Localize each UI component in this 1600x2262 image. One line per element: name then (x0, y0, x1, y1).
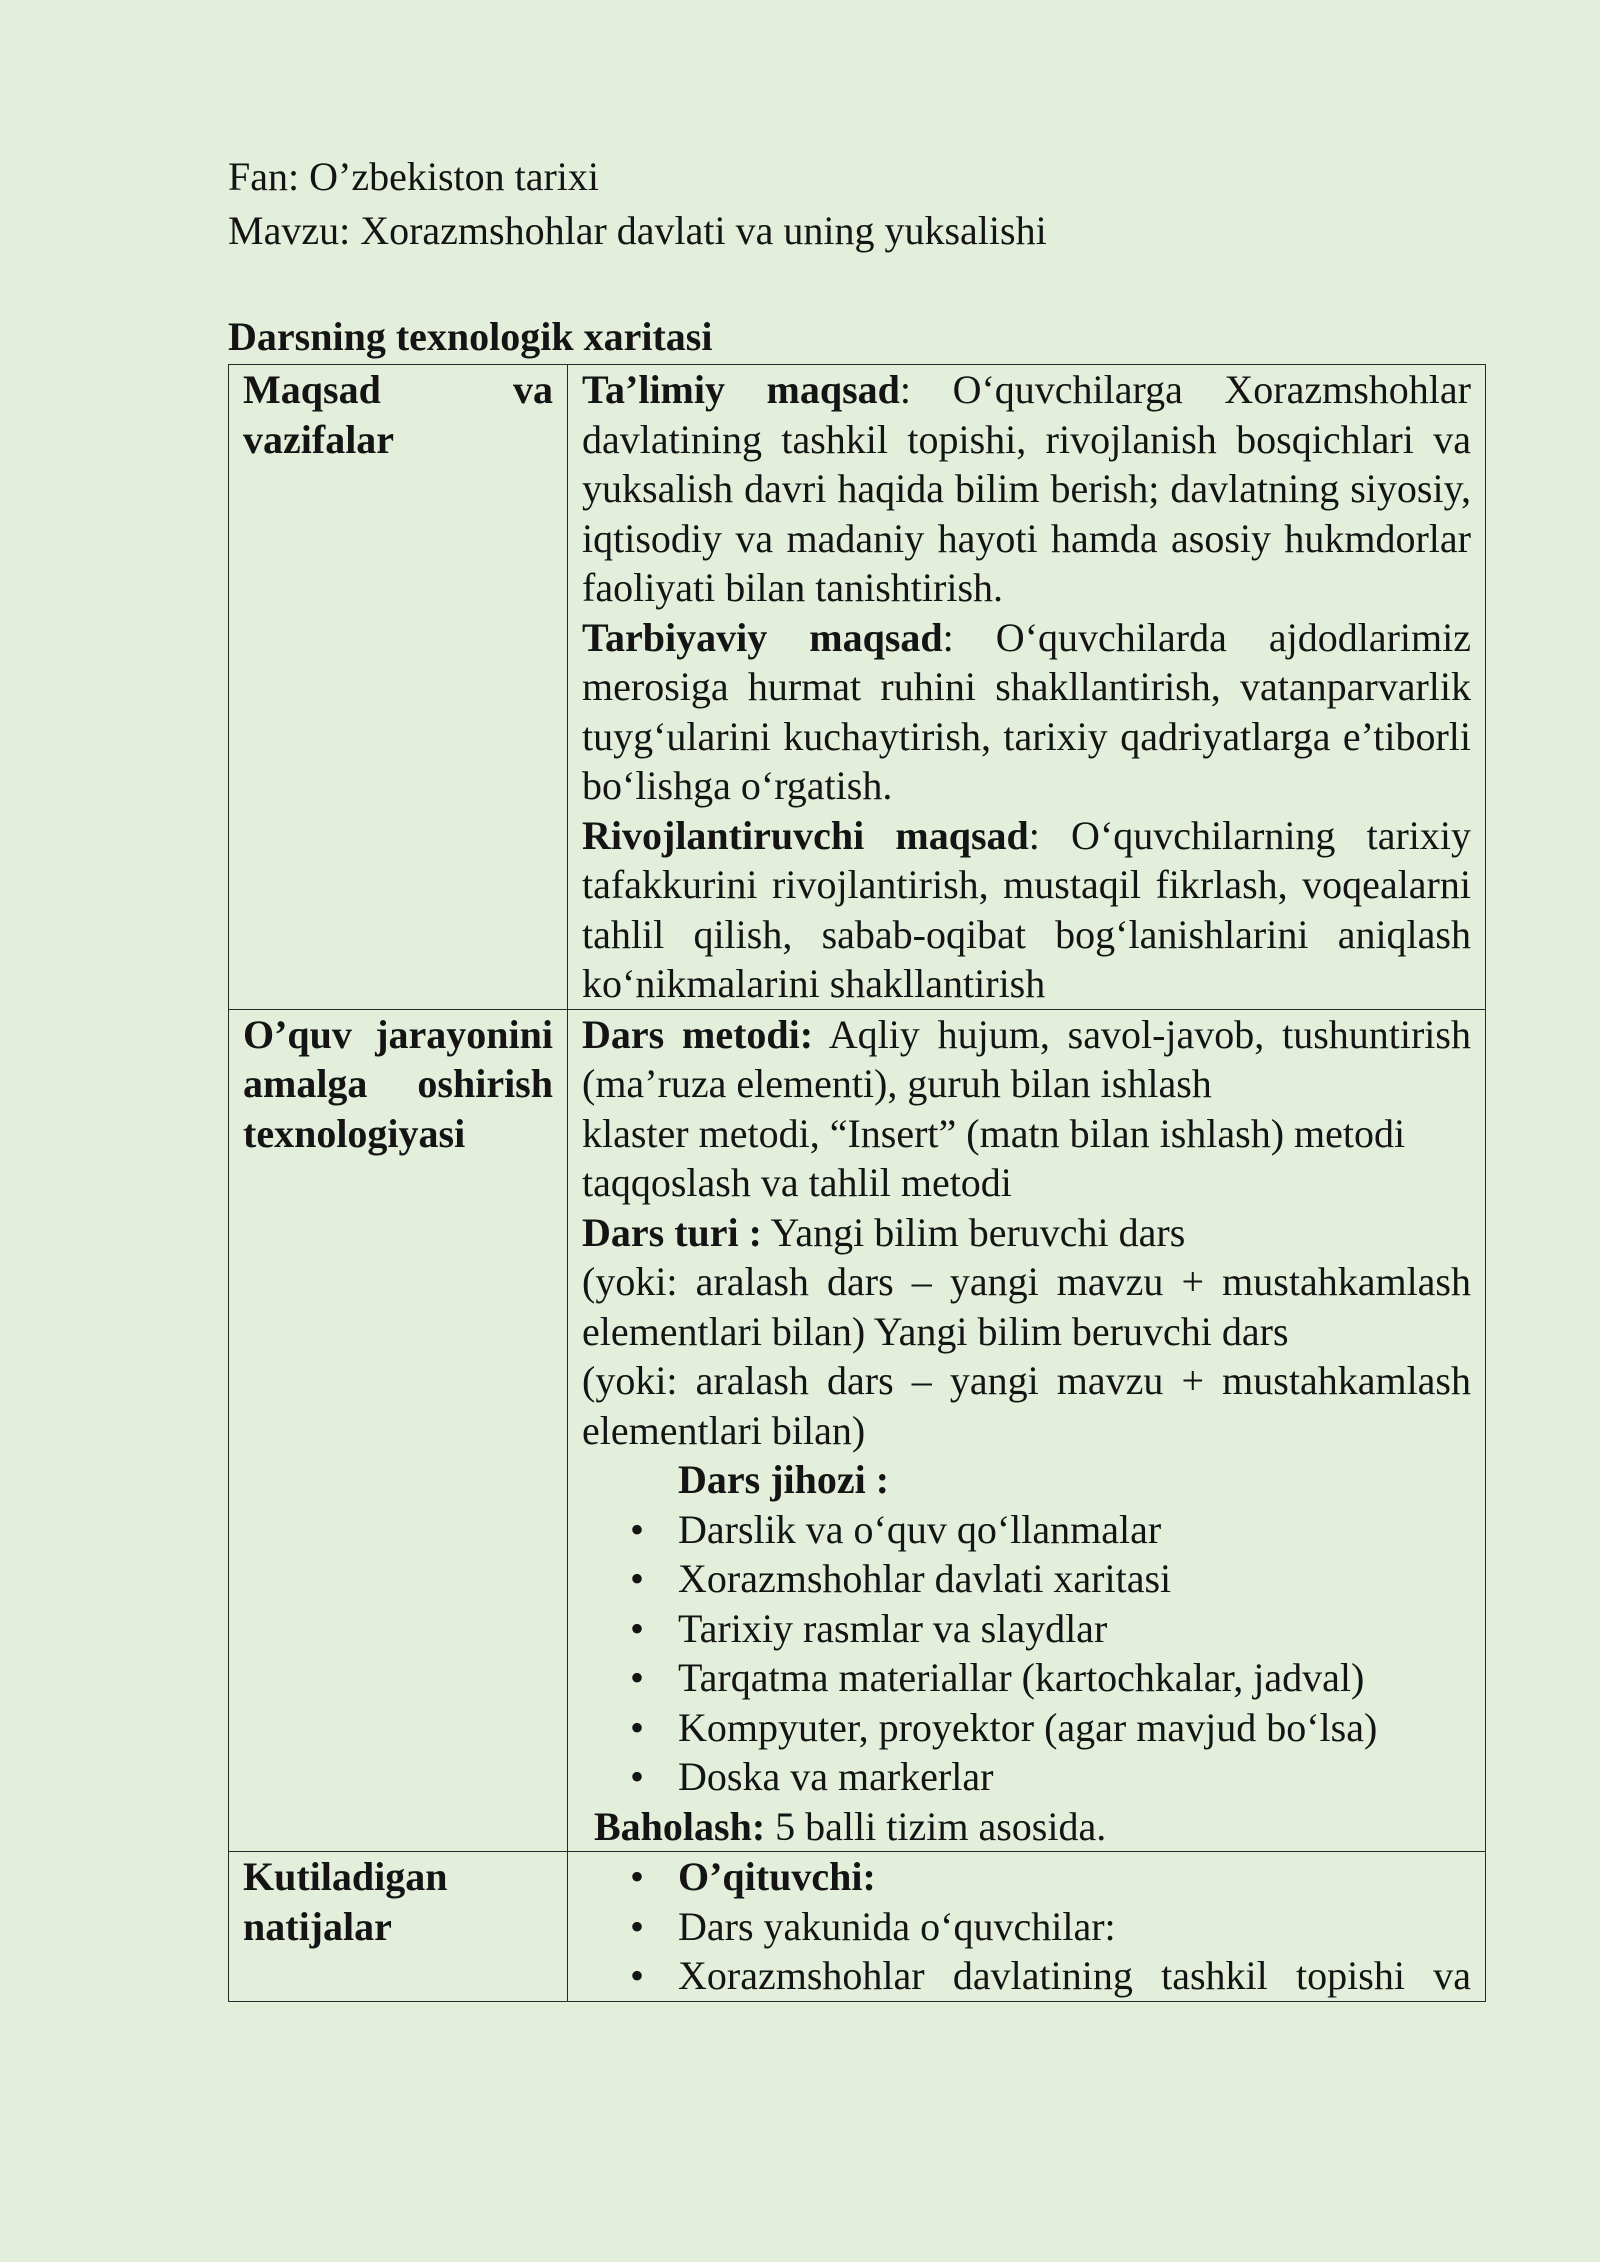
assessment: Baholash: 5 balli tizim asosida. (594, 1803, 1107, 1849)
document-title: Darsning texnologik xaritasi (228, 314, 713, 359)
list-item: • Xorazmshohlar davlatining tashkil topishi va (582, 1951, 1471, 2001)
lesson-type: Dars turi : Yangi bilim beruvchi dars (582, 1209, 1186, 1255)
list-item: • Xorazmshohlar davlati xaritasi (582, 1554, 1471, 1604)
row-label-outcomes: Kutiladigan natijalar (229, 1852, 568, 2002)
table-row (229, 1852, 1486, 2002)
table-row (229, 365, 1486, 1010)
list-item: • Tarixiy rasmlar va slaydlar (582, 1604, 1471, 1654)
list-item: • Kompyuter, proyektor (agar mavjud bo‘lsa) (582, 1703, 1471, 1753)
developmental-goal: Rivojlantiruvchi maqsad: O‘quvchilarning tarixiy tafakkurini rivojlantirish, mustaqil fikrlash, voqealarni tahlil qilish, sabab-oqibat bog‘lanishlarini aniqlash ko‘nikmalarini shakllantirish (582, 812, 1472, 1006)
equipment-list (582, 1505, 1471, 1802)
row-label-goals: Maqsad va vazifalar (229, 365, 568, 1010)
lesson-type-alt-2: (yoki: aralash dars – yangi mavzu + mustahkamlash elementlari bilan) (582, 1358, 1471, 1453)
outcomes-list (582, 1852, 1471, 2001)
list-item: • Dars yakunida o‘quvchilar: (582, 1902, 1471, 1952)
lesson-type-alt-1: (yoki: aralash dars – yangi mavzu + mustahkamlash elementlari bilan) Yangi bilim beruvchi dars (582, 1259, 1471, 1354)
comparison-method: taqqoslash va tahlil metodi (582, 1160, 1012, 1205)
document-page (228, 150, 1486, 2002)
list-item: • Darslik va o‘quv qo‘llanmalar (582, 1505, 1471, 1555)
equipment-title: Dars jihozi : (678, 1457, 890, 1502)
outcomes-content (568, 1852, 1486, 2002)
lesson-map-table (228, 364, 1486, 2002)
educational-goal: Ta’limiy maqsad: O‘quvchilarga Xorazmshohlar davlatining tashkil topishi, rivojlanish bosqichlari va yuksalish davri haqida bilim berish; davlatning siyosiy, iqtisodiy va madaniy hayoti hamda asosiy hukmdorlar faoliyati bilan tanishtirish. (582, 367, 1471, 610)
cluster-method: klaster metodi, “Insert” (matn bilan ishlash) metodi (582, 1110, 1406, 1156)
topic-line: Mavzu: Xorazmshohlar davlati va uning yuksalishi (228, 208, 1047, 253)
table-row (229, 1009, 1486, 1852)
list-item: • O’qituvchi: (582, 1852, 1471, 1902)
lesson-method: Dars metodi: Aqliy hujum, savol-javob, tushuntirish (ma’ruza elementi), guruh bilan ishlash (582, 1011, 1471, 1106)
upbringing-goal: Tarbiyaviy maqsad: O‘quvchilarda ajdodlarimiz merosiga hurmat ruhini shakllantirish, vatanparvarlik tuyg‘ularini kuchaytirish, tarixiy qadriyatlarga e’tiborli bo‘lishga o‘rgatish. (582, 614, 1471, 808)
subject-line: Fan: O’zbekiston tarixi (228, 154, 600, 199)
row-label-technology: O’quv jarayonini amalga oshirish texnologiyasi (229, 1009, 568, 1852)
list-item: • Doska va markerlar (582, 1752, 1471, 1802)
goals-content (568, 365, 1486, 1010)
technology-content (568, 1009, 1486, 1852)
list-item: • Tarqatma materiallar (kartochkalar, jadval) (582, 1653, 1471, 1703)
